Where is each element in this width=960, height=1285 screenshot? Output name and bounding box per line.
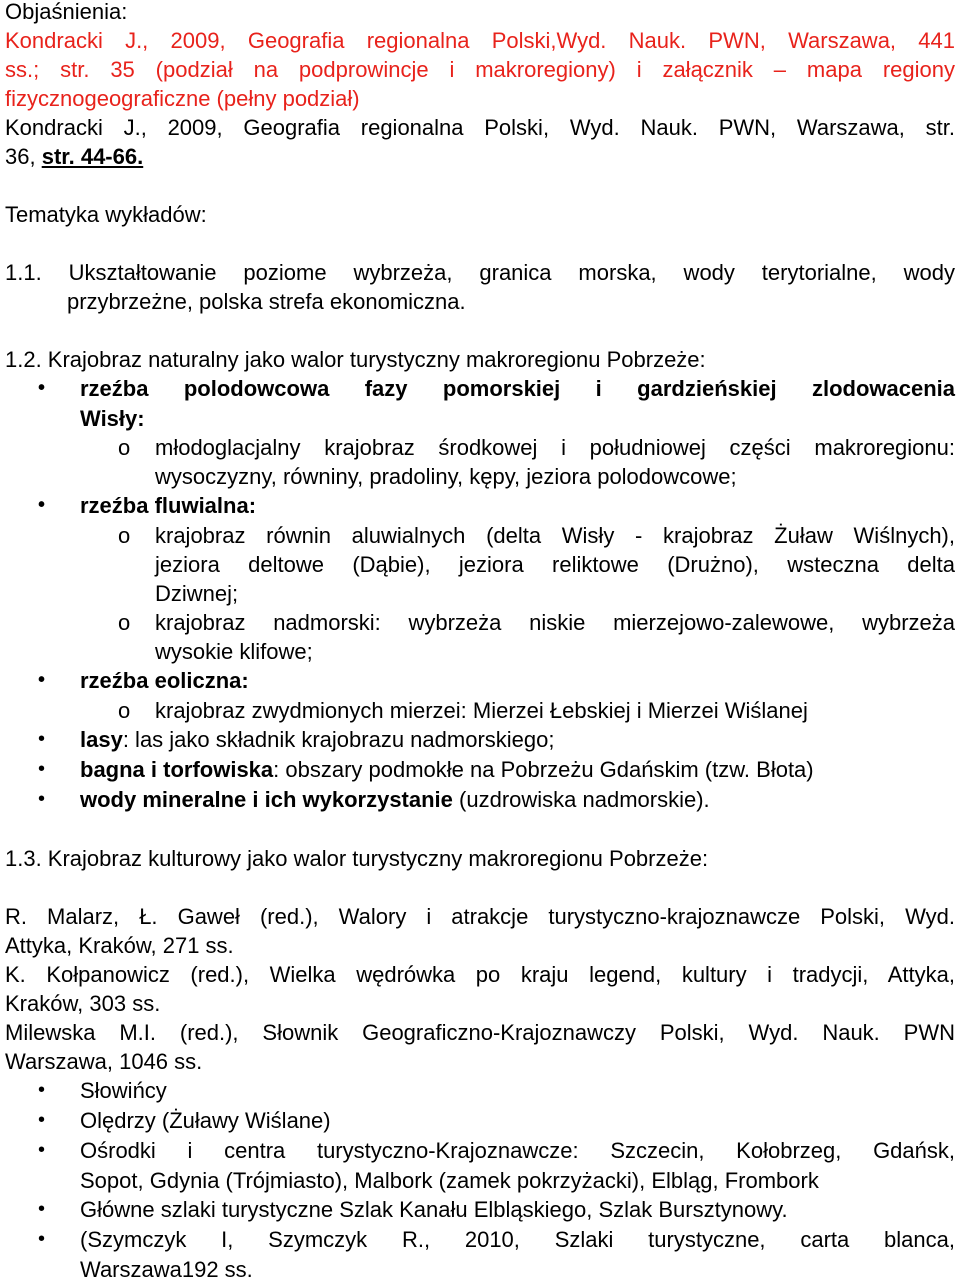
sub-item-coastal-cont: wysokie klifowe; [155, 639, 313, 664]
list-item-centers-cont: Sopot, Gdynia (Trójmiasto), Malbork (zamek pokrzyżacki), Elbląg, Frombork [80, 1168, 819, 1193]
spacer [5, 316, 955, 345]
spacer [5, 229, 955, 258]
reference-kondracki-red-line-1: Kondracki J., 2009, Geografia regionalna Polski,Wyd. Nauk. PWN, Warszawa, 441 [5, 28, 955, 53]
sub-bullet-marker: o [118, 610, 131, 635]
reference-malarz-line-2: Attyka, Kraków, 271 ss. [5, 933, 234, 958]
sub-item-coastal: o krajobraz nadmorski: wybrzeża niskie mierzejowo-zalewowe, wybrzeża [118, 610, 955, 635]
document-page [5, 0, 955, 1284]
sub-bullet-marker: o [118, 523, 131, 548]
list-item-szymczyk-cont: Warszawa192 ss. [80, 1257, 253, 1282]
sub-item-alluvial-cont-1: jeziora deltowe (Dąbie), jeziora reliktowe (Drużno), wsteczna delta [155, 552, 955, 577]
sub-item-young-glacial: o młodoglacjalny krajobraz środkowej i południowej części makroregionu: [118, 435, 955, 460]
spacer [5, 873, 955, 902]
bullet-wetlands: • bagna i torfowiska: obszary podmokłe na Pobrzeżu Gdańskim (tzw. Błota) [5, 755, 955, 785]
bullet-forests: • lasy: las jako składnik krajobrazu nadmorskiego; [5, 725, 955, 755]
reference-malarz-line-1: R. Malarz, Ł. Gaweł (red.), Walory i atrakcje turystyczno-krajoznawcze Polski, Wyd. [5, 904, 955, 929]
reference-kolpanowicz-line-2: Kraków, 303 ss. [5, 991, 161, 1016]
explanations-label: Objaśnienia: [5, 0, 128, 24]
sub-item-young-glacial-cont: wysoczyzny, równiny, pradoliny, kępy, jeziora polodowcowe; [155, 464, 737, 489]
sub-bullet-marker: o [118, 698, 131, 723]
bullet-aeolian-relief: • rzeźba eoliczna: [5, 666, 955, 696]
reference-kondracki-red-line-2: ss.; str. 35 (podział na podprowincje i makroregiony) i załącznik – mapa regiony [5, 57, 955, 82]
reference-kondracki-red-line-3: fizycznogeograficzne (pełny podział) [5, 86, 360, 111]
topic-1-3-title: 1.3. Krajobraz kulturowy jako walor turystyczny makroregionu Pobrzeże: [5, 846, 709, 871]
sub-item-alluvial-cont-2: Dziwnej; [155, 581, 239, 606]
reference-kolpanowicz-line-1: K. Kołpanowicz (red.), Wielka wędrówka po kraju legend, kultury i tradycji, Attyka, [5, 962, 955, 987]
bullet-fluvial-relief: • rzeźba fluwialna: [5, 491, 955, 521]
topic-1-1-line-2: przybrzeżne, polska strefa ekonomiczna. [67, 289, 466, 314]
reference-milewska-line-1: Milewska M.I. (red.), Słownik Geograficzno-Krajoznawczy Polski, Wyd. Nauk. PWN [5, 1020, 955, 1045]
topics-label: Tematyka wykładów: [5, 202, 207, 227]
list-item-szymczyk: • (Szymczyk I, Szymczyk R., 2010, Szlaki turystyczne, carta blanca, [5, 1225, 955, 1255]
list-item-centers: • Ośrodki i centra turystyczno-Krajoznawcze: Szczecin, Kołobrzeg, Gdańsk, [5, 1136, 955, 1166]
reference-kondracki-line-1: Kondracki J., 2009, Geografia regionalna Polski, Wyd. Nauk. PWN, Warszawa, str. [5, 115, 955, 140]
sub-bullet-marker: o [118, 435, 131, 460]
list-item-trails: • Główne szlaki turystyczne Szlak Kanału Elbląskiego, Szlak Bursztynowy. [5, 1195, 955, 1225]
reference-milewska-line-2: Warszawa, 1046 ss. [5, 1049, 203, 1074]
sub-item-alluvial: o krajobraz równin aluwialnych (delta Wisły - krajobraz Żuław Wiślnych), [118, 523, 955, 548]
reference-kondracki-line-2 [5, 142, 955, 171]
bullet-glacial-relief: • rzeźba polodowcowa fazy pomorskiej i gardzieńskiej zlodowacenia [5, 374, 955, 404]
bullet-mineral-waters: • wody mineralne i ich wykorzystanie (uzdrowiska nadmorskie). [5, 785, 955, 815]
topic-1-2-title: 1.2. Krajobraz naturalny jako walor turystyczny makroregionu Pobrzeże: [5, 347, 706, 372]
spacer [5, 171, 955, 200]
sub-item-dunes: o krajobraz zwydmionych mierzei: Mierzei Łebskiej i Mierzei Wiślanej [118, 698, 808, 723]
spacer [5, 815, 955, 844]
list-item-oledrzy: • Olędrzy (Żuławy Wiślane) [5, 1106, 955, 1136]
topic-1-1-line-1: 1.1. Ukształtowanie poziome wybrzeża, granica morska, wody terytorialne, wody [5, 260, 955, 285]
bullet-glacial-relief-cont: Wisły: [80, 406, 145, 431]
reference-pages-highlight: str. 44-66. [41, 144, 144, 169]
reference-page-prefix: 36, [5, 144, 42, 169]
list-item-slowincy: • Słowińcy [5, 1076, 955, 1106]
